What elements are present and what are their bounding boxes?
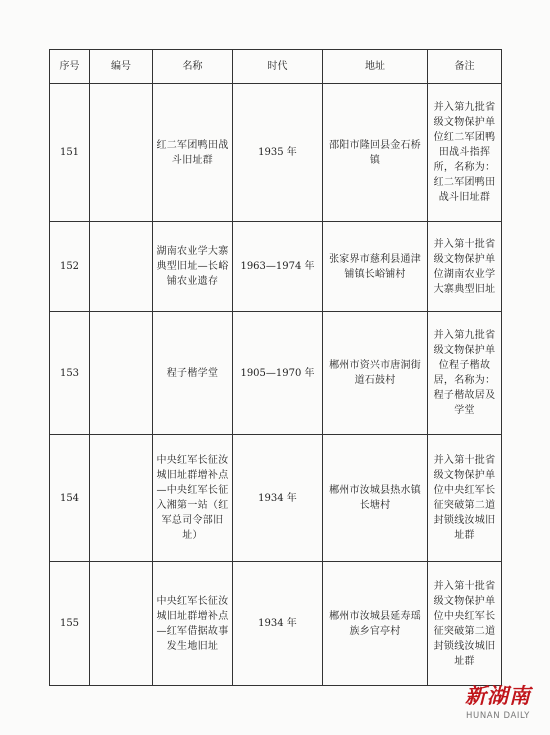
table-row (50, 562, 502, 686)
cell-code (90, 435, 153, 562)
header-note: 备注 (428, 50, 502, 84)
table-row (50, 312, 502, 435)
cell-seq: 151 (50, 84, 90, 222)
cell-code (90, 222, 153, 312)
cell-era: 1934 年 (233, 562, 323, 686)
header-seq: 序号 (50, 50, 90, 84)
cell-name: 中央红军长征汝城旧址群增补点—中央红军长征入湘第一站（红军总司令部旧址） (153, 435, 233, 562)
cell-seq: 154 (50, 435, 90, 562)
cell-note: 并入第九批省级文物保护单位程子楷故居，名称为：程子楷故居及学堂 (428, 312, 502, 435)
cell-name: 中央红军长征汝城旧址群增补点—红军借据故事发生地旧址 (153, 562, 233, 686)
table-header-row (50, 50, 502, 84)
cell-seq: 153 (50, 312, 90, 435)
cell-note: 并入第九批省级文物保护单位红二军团鸭田战斗指挥所，名称为：红二军团鸭田战斗旧址群 (428, 84, 502, 222)
heritage-table (49, 49, 502, 686)
cell-address: 郴州市汝城县热水镇长塘村 (323, 435, 428, 562)
cell-era: 1934 年 (233, 435, 323, 562)
header-code: 编号 (90, 50, 153, 84)
table-row (50, 435, 502, 562)
cell-name: 红二军团鸭田战斗旧址群 (153, 84, 233, 222)
cell-name: 程子楷学堂 (153, 312, 233, 435)
header-name: 名称 (153, 50, 233, 84)
watermark-subtitle: HUNAN DAILY (466, 711, 530, 721)
cell-code (90, 84, 153, 222)
cell-code (90, 562, 153, 686)
hunan-daily-watermark (458, 683, 538, 729)
cell-era: 1935 年 (233, 84, 323, 222)
cell-address: 邵阳市隆回县金石桥镇 (323, 84, 428, 222)
cell-note: 并入第十批省级文物保护单位湖南农业学大寨典型旧址 (428, 222, 502, 312)
cell-seq: 152 (50, 222, 90, 312)
cell-note: 并入第十批省级文物保护单位中央红军长征突破第二道封锁线汝城旧址群 (428, 435, 502, 562)
cell-code (90, 312, 153, 435)
cell-era: 1963—1974 年 (233, 222, 323, 312)
table-row (50, 84, 502, 222)
cell-address: 郴州市资兴市唐洞街道石鼓村 (323, 312, 428, 435)
cell-address: 张家界市慈利县通津铺镇长峪铺村 (323, 222, 428, 312)
watermark-logo: 新湖南 (465, 683, 531, 708)
cell-name: 湖南农业学大寨典型旧址—长峪铺农业遗存 (153, 222, 233, 312)
header-era: 时代 (233, 50, 323, 84)
cell-era: 1905—1970 年 (233, 312, 323, 435)
cell-note: 并入第十批省级文物保护单位中央红军长征突破第二道封锁线汝城旧址群 (428, 562, 502, 686)
header-address: 地址 (323, 50, 428, 84)
cell-address: 郴州市汝城县延寿瑶族乡官亭村 (323, 562, 428, 686)
cell-seq: 155 (50, 562, 90, 686)
table-row (50, 222, 502, 312)
